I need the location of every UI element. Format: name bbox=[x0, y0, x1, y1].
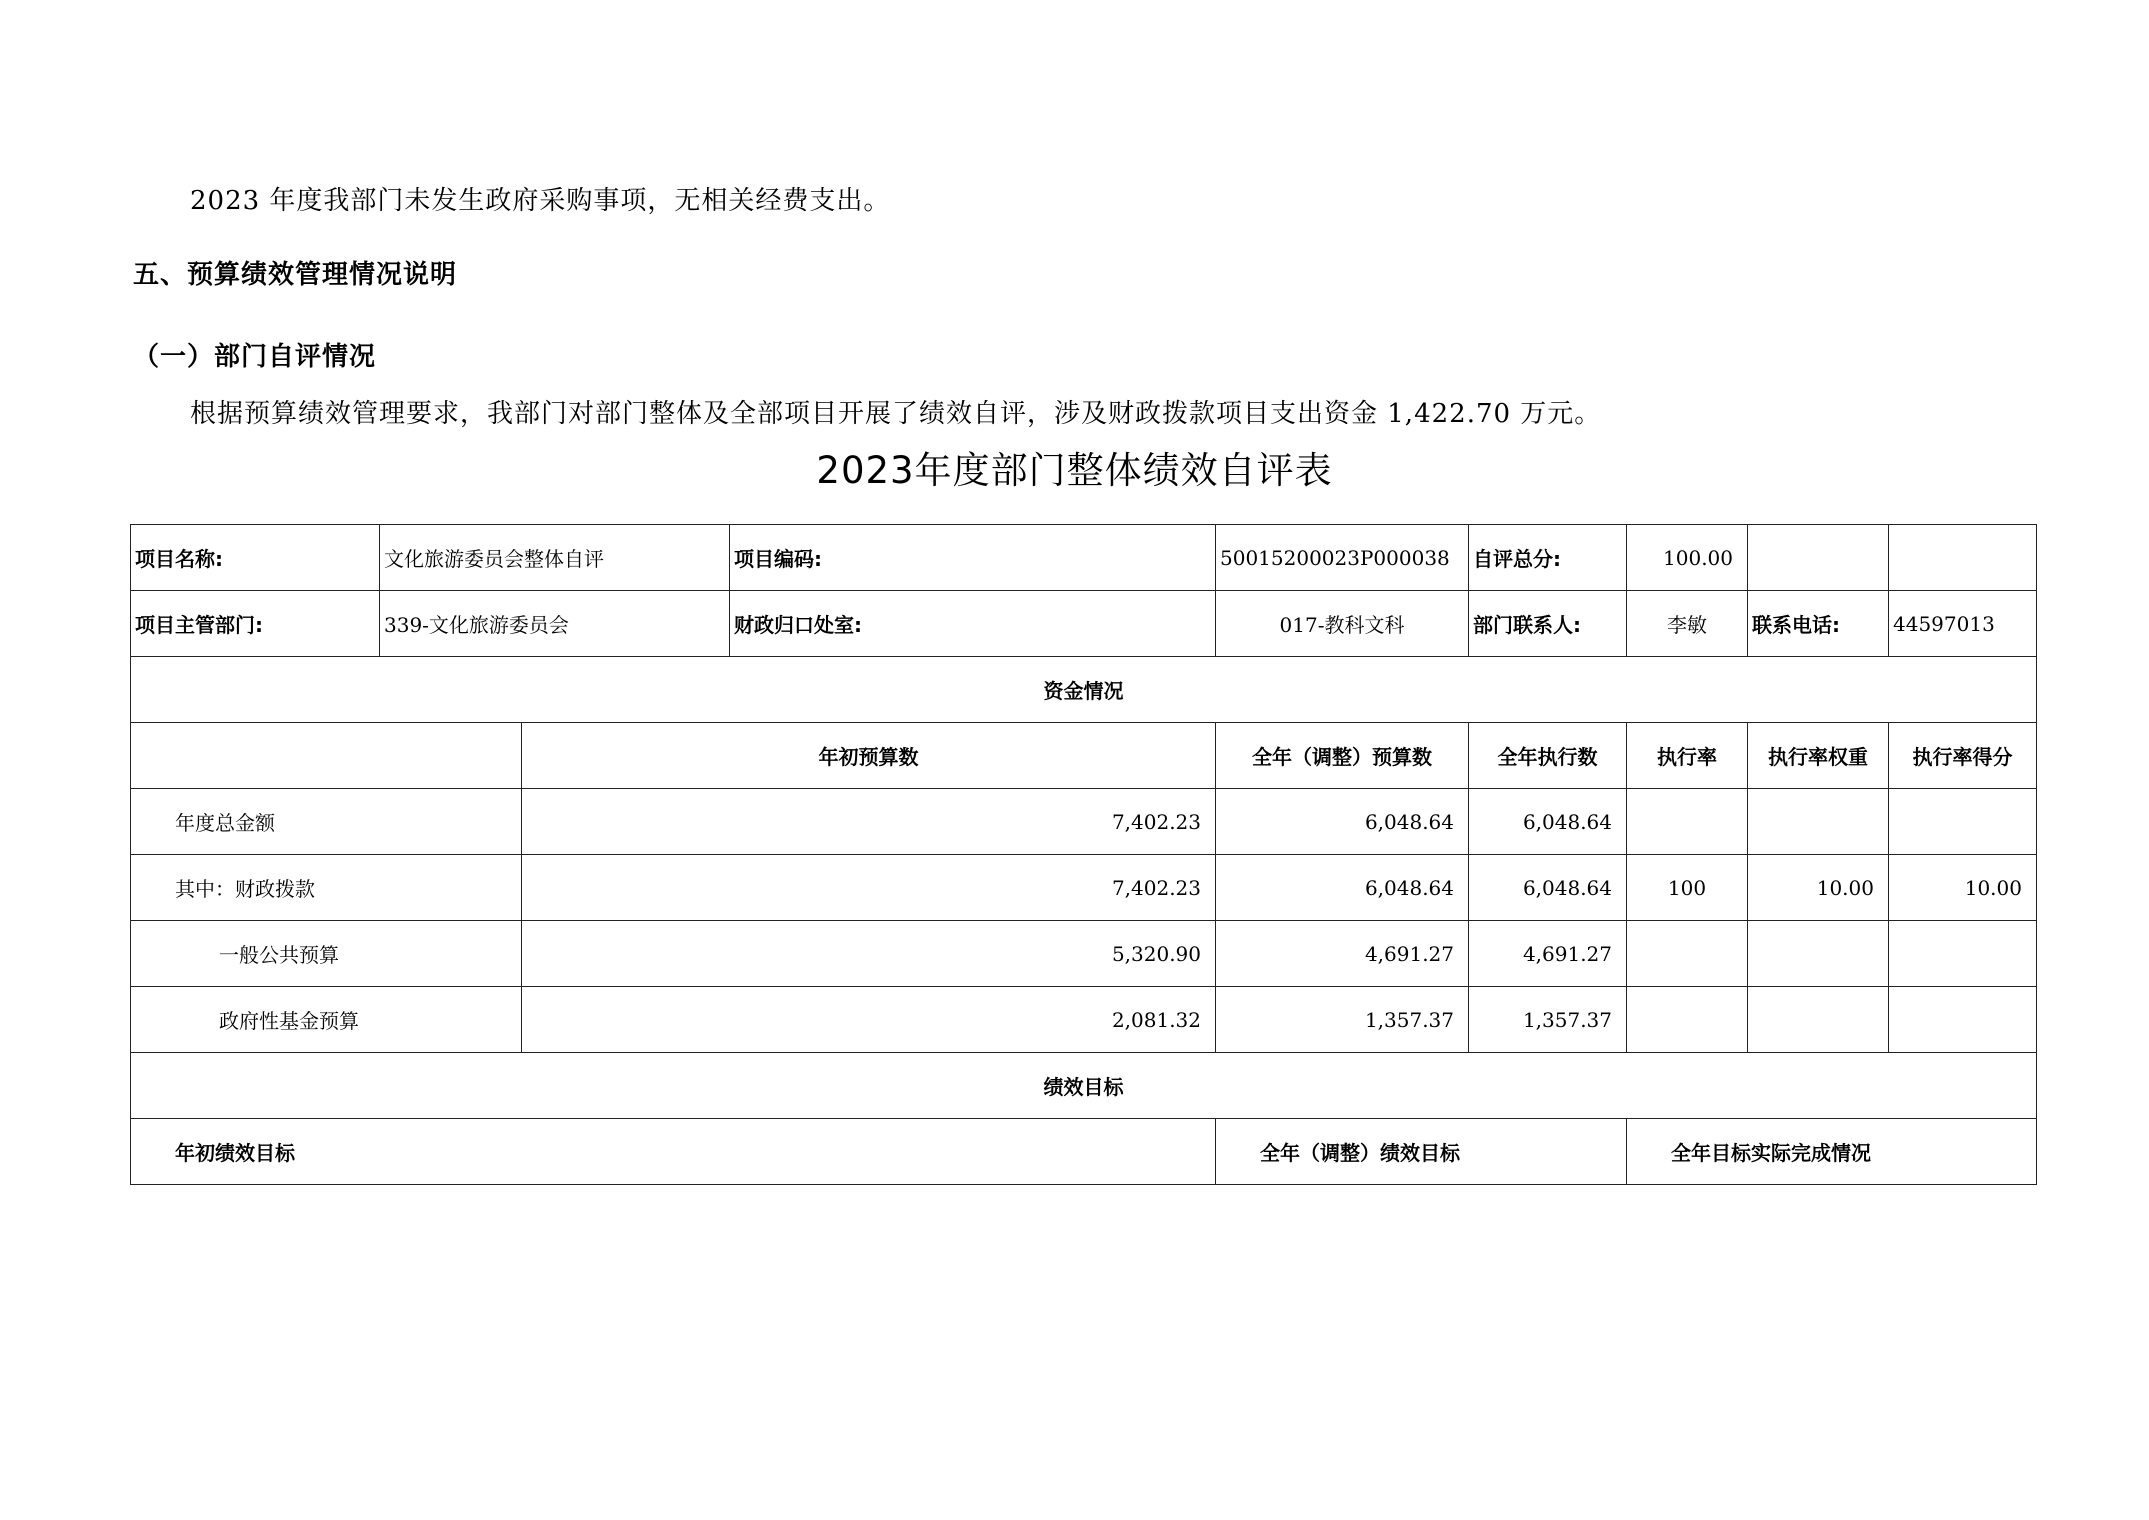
contact-label: 部门联系人: bbox=[1469, 591, 1627, 657]
subsection-heading: （一）部门自评情况 bbox=[133, 342, 377, 372]
phone-value: 44597013 bbox=[1889, 591, 2037, 657]
adjusted-budget-cell: 1,357.37 bbox=[1216, 987, 1469, 1053]
intro-paragraph: 2023 年度我部门未发生政府采购事项，无相关经费支出。 bbox=[190, 186, 891, 216]
contact-value: 李敏 bbox=[1627, 591, 1748, 657]
initial-budget-cell: 2,081.32 bbox=[522, 987, 1216, 1053]
score-cell bbox=[1889, 921, 2037, 987]
empty-cell bbox=[1748, 525, 1889, 591]
score-cell bbox=[1889, 987, 2037, 1053]
header-execution-rate: 执行率 bbox=[1627, 723, 1748, 789]
project-name-label: 项目名称: bbox=[131, 525, 380, 591]
subsection-paragraph: 根据预算绩效管理要求，我部门对部门整体及全部项目开展了绩效自评，涉及财政拨款项目支出资金 1,422.70 万元。 bbox=[190, 399, 1602, 429]
weight-cell bbox=[1748, 789, 1889, 855]
score-label: 自评总分: bbox=[1469, 525, 1627, 591]
executed-cell: 1,357.37 bbox=[1469, 987, 1627, 1053]
rate-cell bbox=[1627, 987, 1748, 1053]
goals-section-row bbox=[131, 1053, 2037, 1119]
header-adjusted-budget: 全年（调整）预算数 bbox=[1216, 723, 1469, 789]
row-label: 一般公共预算 bbox=[131, 921, 522, 987]
score-cell bbox=[1889, 789, 2037, 855]
funds-header-row bbox=[131, 723, 2037, 789]
weight-cell bbox=[1748, 921, 1889, 987]
project-code-label: 项目编码: bbox=[730, 525, 1216, 591]
evaluation-table bbox=[130, 524, 2037, 1185]
executed-cell: 6,048.64 bbox=[1469, 789, 1627, 855]
adjusted-budget-cell: 4,691.27 bbox=[1216, 921, 1469, 987]
initial-budget-cell: 7,402.23 bbox=[522, 789, 1216, 855]
dept-label: 项目主管部门: bbox=[131, 591, 380, 657]
table-row bbox=[131, 987, 2037, 1053]
executed-cell: 6,048.64 bbox=[1469, 855, 1627, 921]
row-label: 年度总金额 bbox=[131, 789, 522, 855]
initial-budget-cell: 5,320.90 bbox=[522, 921, 1216, 987]
adjusted-budget-cell: 6,048.64 bbox=[1216, 789, 1469, 855]
weight-cell: 10.00 bbox=[1748, 855, 1889, 921]
header-rate-score: 执行率得分 bbox=[1889, 723, 2037, 789]
initial-goals-header: 年初绩效目标 bbox=[131, 1119, 1216, 1185]
empty-cell bbox=[131, 723, 522, 789]
table-row bbox=[131, 789, 2037, 855]
header-initial-budget: 年初预算数 bbox=[522, 723, 1216, 789]
rate-cell bbox=[1627, 921, 1748, 987]
actual-completion-header: 全年目标实际完成情况 bbox=[1627, 1119, 2037, 1185]
row-label: 其中：财政拨款 bbox=[131, 855, 522, 921]
header-executed: 全年执行数 bbox=[1469, 723, 1627, 789]
project-name-value: 文化旅游委员会整体自评 bbox=[380, 525, 730, 591]
table-row bbox=[131, 855, 2037, 921]
funds-section-label: 资金情况 bbox=[131, 657, 2037, 723]
initial-budget-cell: 7,402.23 bbox=[522, 855, 1216, 921]
weight-cell bbox=[1748, 987, 1889, 1053]
finance-office-label: 财政归口处室: bbox=[730, 591, 1216, 657]
section-heading: 五、预算绩效管理情况说明 bbox=[133, 260, 458, 290]
dept-value: 339-文化旅游委员会 bbox=[380, 591, 730, 657]
table-row bbox=[131, 921, 2037, 987]
score-value: 100.00 bbox=[1627, 525, 1748, 591]
goals-header-row bbox=[131, 1119, 2037, 1185]
finance-office-value: 017-教科文科 bbox=[1216, 591, 1469, 657]
phone-label: 联系电话: bbox=[1748, 591, 1889, 657]
row-label: 政府性基金预算 bbox=[131, 987, 522, 1053]
project-code-value: 50015200023P000038 bbox=[1216, 525, 1469, 591]
info-row-2 bbox=[131, 591, 2037, 657]
rate-cell: 100 bbox=[1627, 855, 1748, 921]
adjusted-goals-header: 全年（调整）绩效目标 bbox=[1216, 1119, 1627, 1185]
goals-section-label: 绩效目标 bbox=[131, 1053, 2037, 1119]
table-title: 2023年度部门整体绩效自评表 bbox=[816, 449, 1333, 492]
executed-cell: 4,691.27 bbox=[1469, 921, 1627, 987]
rate-cell bbox=[1627, 789, 1748, 855]
info-row-1 bbox=[131, 525, 2037, 591]
funds-section-row bbox=[131, 657, 2037, 723]
adjusted-budget-cell: 6,048.64 bbox=[1216, 855, 1469, 921]
empty-cell bbox=[1889, 525, 2037, 591]
score-cell: 10.00 bbox=[1889, 855, 2037, 921]
header-rate-weight: 执行率权重 bbox=[1748, 723, 1889, 789]
